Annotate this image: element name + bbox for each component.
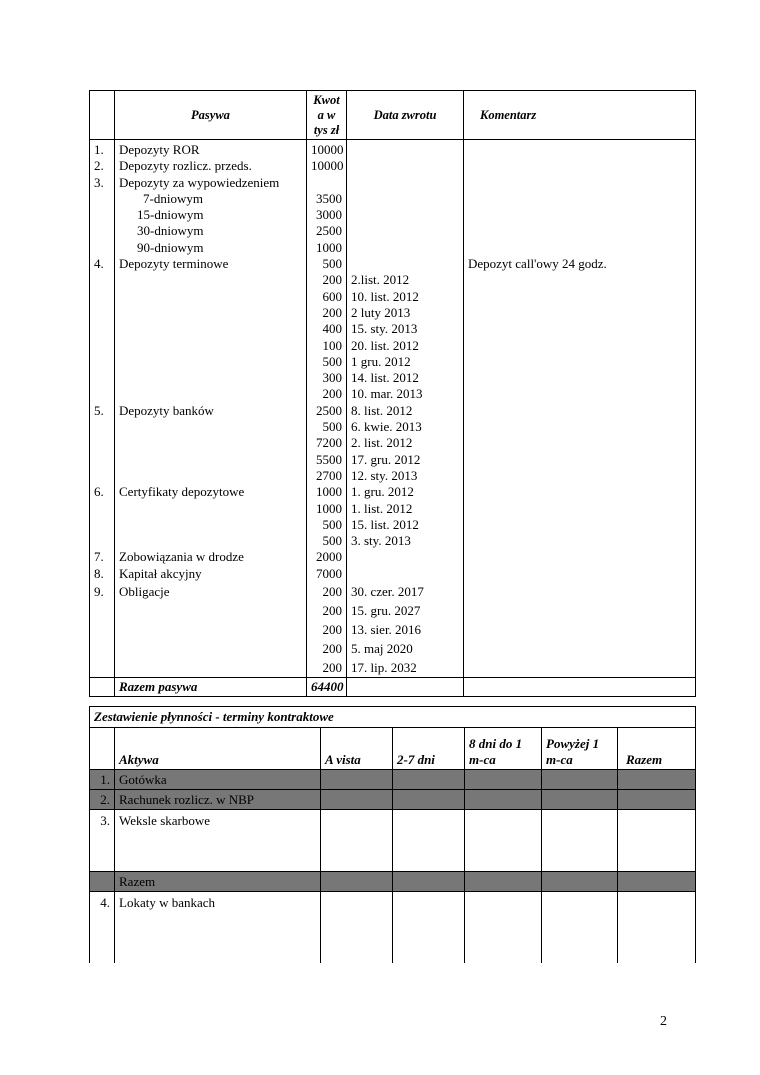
row-num: 6.	[90, 484, 115, 500]
row-comment	[464, 321, 696, 337]
row-comment	[464, 207, 696, 223]
row-amount: 3000	[307, 207, 347, 223]
row-name: 15-dniowym	[115, 207, 307, 223]
row-date: 6. kwie. 2013	[347, 419, 464, 435]
row-name	[115, 517, 307, 533]
total-amount: 64400	[307, 678, 347, 697]
row-date	[347, 223, 464, 239]
row-comment	[464, 191, 696, 207]
row-amount: 200	[307, 386, 347, 402]
row-amount: 400	[307, 321, 347, 337]
row-num: 4.	[90, 256, 115, 272]
row-name	[115, 321, 307, 337]
row-comment	[464, 639, 696, 658]
row-amount: 2500	[307, 403, 347, 419]
row-num	[90, 601, 115, 620]
liabilities-row	[90, 289, 696, 305]
liq-header-8-dni-line2: m-ca	[469, 752, 496, 767]
row-num	[90, 533, 115, 549]
row-amount: 300	[307, 370, 347, 386]
row-amount: 2500	[307, 223, 347, 239]
row-comment	[464, 435, 696, 451]
row-comment	[464, 601, 696, 620]
row-comment	[464, 549, 696, 565]
row-amount: 1000	[307, 240, 347, 256]
liq-row-name: Rachunek rozlicz. w NBP	[115, 790, 321, 810]
row-num: 8.	[90, 566, 115, 582]
row-date	[347, 240, 464, 256]
liquidity-row-razem	[90, 872, 696, 892]
row-comment	[464, 305, 696, 321]
liquidity-table	[89, 706, 696, 963]
liq-header-2-7: 2-7 dni	[393, 728, 465, 770]
liabilities-row	[90, 272, 696, 288]
liq-header-razem: Razem	[618, 728, 696, 770]
row-num	[90, 435, 115, 451]
row-num	[90, 354, 115, 370]
liquidity-title: Zestawienie płynności - terminy kontraktowe	[90, 707, 696, 728]
row-num	[90, 639, 115, 658]
row-name	[115, 501, 307, 517]
row-num	[90, 370, 115, 386]
row-num: 7.	[90, 549, 115, 565]
liabilities-row	[90, 517, 696, 533]
row-date	[347, 207, 464, 223]
liabilities-row	[90, 403, 696, 419]
row-name	[115, 639, 307, 658]
liabilities-row	[90, 175, 696, 191]
row-comment	[464, 272, 696, 288]
row-date: 13. sier. 2016	[347, 620, 464, 639]
liq-header-aktywa: Aktywa	[115, 728, 321, 770]
liquidity-row-gotowka	[90, 770, 696, 790]
row-comment	[464, 452, 696, 468]
row-date: 15. gru. 2027	[347, 601, 464, 620]
row-name	[115, 272, 307, 288]
liq-row-name: Razem	[115, 872, 321, 892]
row-num	[90, 289, 115, 305]
row-num	[90, 419, 115, 435]
bond-row	[90, 582, 696, 601]
row-amount: 600	[307, 289, 347, 305]
row-num: 3.	[90, 175, 115, 191]
header-amount-line1: Kwot	[313, 92, 340, 107]
row-amount: 10000	[307, 142, 347, 158]
row-num	[90, 191, 115, 207]
row-name: 7-dniowym	[115, 191, 307, 207]
total-label: Razem pasywa	[115, 678, 307, 697]
liq-row-num: 4.	[90, 892, 115, 964]
liabilities-row	[90, 452, 696, 468]
row-date: 17. gru. 2012	[347, 452, 464, 468]
row-num: 5.	[90, 403, 115, 419]
row-amount: 200	[307, 272, 347, 288]
liq-row-name: Gotówka	[115, 770, 321, 790]
row-comment: Depozyt call'owy 24 godz.	[464, 256, 696, 272]
row-name	[115, 601, 307, 620]
liq-header-a-vista: A vista	[321, 728, 393, 770]
row-comment	[464, 142, 696, 158]
row-name	[115, 289, 307, 305]
bond-row	[90, 658, 696, 678]
row-num	[90, 240, 115, 256]
row-amount: 500	[307, 419, 347, 435]
row-date: 15. list. 2012	[347, 517, 464, 533]
row-comment	[464, 338, 696, 354]
liabilities-row	[90, 191, 696, 207]
liabilities-row	[90, 533, 696, 549]
liabilities-row	[90, 435, 696, 451]
row-amount: 2000	[307, 549, 347, 565]
liquidity-row-weksle	[90, 810, 696, 872]
liquidity-header-row	[90, 728, 696, 770]
row-amount	[307, 175, 347, 191]
row-num	[90, 452, 115, 468]
row-name	[115, 435, 307, 451]
row-amount: 5500	[307, 452, 347, 468]
row-name: 30-dniowym	[115, 223, 307, 239]
liq-row-name: Lokaty w bankach	[115, 892, 321, 964]
row-amount: 200	[307, 601, 347, 620]
liabilities-row	[90, 549, 696, 565]
row-name: Obligacje	[115, 582, 307, 601]
row-comment	[464, 501, 696, 517]
row-num	[90, 386, 115, 402]
row-date: 2.list. 2012	[347, 272, 464, 288]
row-amount: 500	[307, 533, 347, 549]
row-amount: 500	[307, 256, 347, 272]
liabilities-row	[90, 419, 696, 435]
row-date: 17. lip. 2032	[347, 658, 464, 678]
row-name	[115, 658, 307, 678]
row-date: 15. sty. 2013	[347, 321, 464, 337]
row-date: 1. list. 2012	[347, 501, 464, 517]
row-comment	[464, 354, 696, 370]
row-comment	[464, 484, 696, 500]
row-num: 2.	[90, 158, 115, 174]
row-name	[115, 452, 307, 468]
row-name	[115, 620, 307, 639]
row-amount: 1000	[307, 501, 347, 517]
row-name: Zobowiązania w drodze	[115, 549, 307, 565]
row-num	[90, 338, 115, 354]
row-amount: 7200	[307, 435, 347, 451]
row-comment	[464, 517, 696, 533]
liabilities-row	[90, 142, 696, 158]
row-date	[347, 549, 464, 565]
liabilities-row	[90, 321, 696, 337]
liq-header-8-dni-line1: 8 dni do 1	[469, 736, 523, 751]
row-name: Depozyty rozlicz. przeds.	[115, 158, 307, 174]
row-name	[115, 338, 307, 354]
liabilities-row	[90, 256, 696, 272]
header-num	[90, 91, 115, 140]
row-name: Certyfikaty depozytowe	[115, 484, 307, 500]
row-name	[115, 370, 307, 386]
row-num	[90, 321, 115, 337]
row-date: 12. sty. 2013	[347, 468, 464, 484]
liq-header-8-dni	[465, 728, 542, 770]
row-date: 2 luty 2013	[347, 305, 464, 321]
liq-header-powyzej	[542, 728, 618, 770]
liq-row-num: 2.	[90, 790, 115, 810]
liabilities-row	[90, 338, 696, 354]
row-date: 20. list. 2012	[347, 338, 464, 354]
header-amount-line2: a w	[317, 107, 336, 122]
row-date: 8. list. 2012	[347, 403, 464, 419]
liq-row-num: 3.	[90, 810, 115, 872]
row-comment	[464, 468, 696, 484]
liabilities-header-row	[90, 91, 696, 140]
row-date: 2. list. 2012	[347, 435, 464, 451]
page-number: 2	[660, 1014, 667, 1029]
liabilities-row	[90, 566, 696, 582]
row-amount: 1000	[307, 484, 347, 500]
row-num	[90, 501, 115, 517]
liabilities-row	[90, 305, 696, 321]
row-date: 10. list. 2012	[347, 289, 464, 305]
row-name	[115, 305, 307, 321]
row-amount: 500	[307, 517, 347, 533]
row-date: 30. czer. 2017	[347, 582, 464, 601]
liq-header-powyzej-line2: m-ca	[546, 752, 573, 767]
row-name: Depozyty terminowe	[115, 256, 307, 272]
row-name: Depozyty ROR	[115, 142, 307, 158]
row-num	[90, 207, 115, 223]
row-amount: 100	[307, 338, 347, 354]
total-comment	[464, 678, 696, 697]
row-comment	[464, 386, 696, 402]
header-comment: Komentarz	[464, 91, 696, 140]
row-amount: 3500	[307, 191, 347, 207]
liquidity-row-lokaty	[90, 892, 696, 964]
row-num	[90, 272, 115, 288]
header-amount	[307, 91, 347, 140]
row-name: Kapitał akcyjny	[115, 566, 307, 582]
row-comment	[464, 582, 696, 601]
row-date: 1 gru. 2012	[347, 354, 464, 370]
row-num	[90, 305, 115, 321]
liq-header-powyzej-line1: Powyżej 1	[546, 736, 600, 751]
row-date	[347, 566, 464, 582]
row-comment	[464, 240, 696, 256]
row-date	[347, 256, 464, 272]
liq-header-num	[90, 728, 115, 770]
liabilities-row	[90, 501, 696, 517]
total-num	[90, 678, 115, 697]
row-comment	[464, 533, 696, 549]
bond-row	[90, 601, 696, 620]
row-amount: 500	[307, 354, 347, 370]
row-name	[115, 533, 307, 549]
row-amount: 7000	[307, 566, 347, 582]
liabilities-row	[90, 484, 696, 500]
row-date	[347, 191, 464, 207]
row-amount: 2700	[307, 468, 347, 484]
row-num: 1.	[90, 142, 115, 158]
liabilities-row	[90, 223, 696, 239]
liq-row-num: 1.	[90, 770, 115, 790]
row-date: 10. mar. 2013	[347, 386, 464, 402]
row-comment	[464, 223, 696, 239]
row-name	[115, 468, 307, 484]
row-comment	[464, 620, 696, 639]
row-name: 90-dniowym	[115, 240, 307, 256]
row-amount: 200	[307, 639, 347, 658]
header-date: Data zwrotu	[347, 91, 464, 140]
row-comment	[464, 289, 696, 305]
row-comment	[464, 175, 696, 191]
liabilities-table	[89, 90, 696, 697]
row-date	[347, 175, 464, 191]
row-amount: 200	[307, 582, 347, 601]
liabilities-row	[90, 158, 696, 174]
header-pasywa: Pasywa	[115, 91, 307, 140]
row-amount: 10000	[307, 158, 347, 174]
row-amount: 200	[307, 658, 347, 678]
row-date: 5. maj 2020	[347, 639, 464, 658]
row-comment	[464, 658, 696, 678]
liabilities-row	[90, 240, 696, 256]
row-comment	[464, 158, 696, 174]
row-num	[90, 223, 115, 239]
row-date: 1. gru. 2012	[347, 484, 464, 500]
row-name	[115, 419, 307, 435]
header-amount-line3: tys zł	[313, 122, 340, 137]
liabilities-row	[90, 386, 696, 402]
row-num	[90, 468, 115, 484]
liabilities-row	[90, 370, 696, 386]
row-comment	[464, 419, 696, 435]
row-num	[90, 620, 115, 639]
liabilities-row	[90, 468, 696, 484]
row-name	[115, 386, 307, 402]
row-date: 14. list. 2012	[347, 370, 464, 386]
row-num: 9.	[90, 582, 115, 601]
bond-row	[90, 620, 696, 639]
row-comment	[464, 566, 696, 582]
row-amount: 200	[307, 305, 347, 321]
liquidity-title-row	[90, 707, 696, 728]
row-num	[90, 658, 115, 678]
liabilities-total-row	[90, 678, 696, 697]
row-amount: 200	[307, 620, 347, 639]
bond-row	[90, 639, 696, 658]
total-date	[347, 678, 464, 697]
row-name	[115, 354, 307, 370]
liq-row-num	[90, 872, 115, 892]
row-num	[90, 517, 115, 533]
row-name: Depozyty za wypowiedzeniem	[115, 175, 307, 191]
row-comment	[464, 370, 696, 386]
liquidity-row-nbp	[90, 790, 696, 810]
row-name: Depozyty banków	[115, 403, 307, 419]
row-date	[347, 158, 464, 174]
liabilities-row	[90, 354, 696, 370]
row-comment	[464, 403, 696, 419]
liabilities-row	[90, 207, 696, 223]
row-date	[347, 142, 464, 158]
liq-row-name: Weksle skarbowe	[115, 810, 321, 872]
row-date: 3. sty. 2013	[347, 533, 464, 549]
